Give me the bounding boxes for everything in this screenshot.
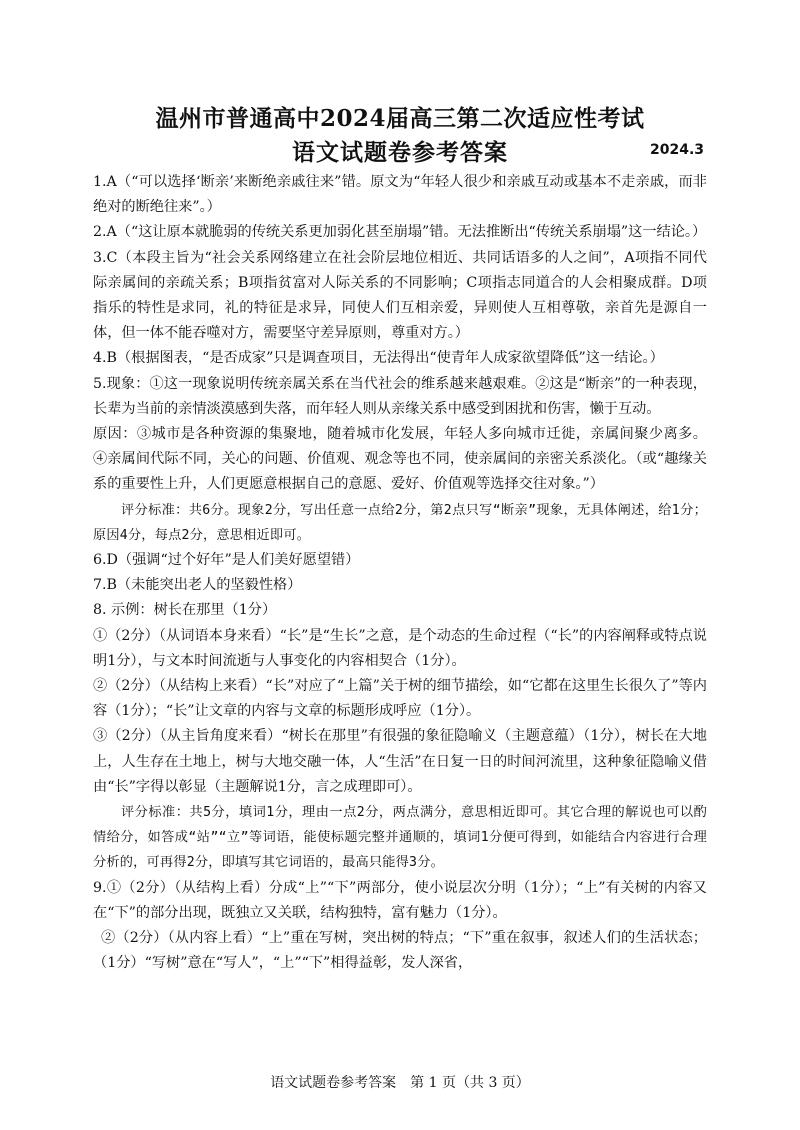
answer-q8-point3: ③（2分）（从主旨角度来看）“树长在那里”有很强的象征隐喻义（主题意蕴）（1分），树长在大地上，人生存在土地上，树与大地交融一体，人“生活”在日复一日的时间河流里，这种象征隐喻义借由“长”字得以彰显（主题解说1分，言之成理即可）。 (93, 728, 707, 795)
answer-q8-point2: ②（2分）（从结构上来看）“长”对应了“上篇”关于树的细节描绘，如“它都在这里生长很久了”等内容（1分）；“长”让文章的内容与文章的标题形成呼应（1分）。 (93, 678, 707, 720)
answer-q6: 6.D（强调“过个好年”是人们美好愿望错） (93, 552, 360, 569)
page-footer: 语文试题卷参考答案 第 1 页（共 3 页） (270, 1075, 530, 1091)
exam-date: 2024.3 (650, 142, 705, 158)
answer-q8-point1: ①（2分）（从词语本身来看）“长”是“生长”之意，是个动态的生命过程（“长”的内容阐释或特点说明1分），与文本时间流逝与人事变化的内容相契合（1分）。 (93, 627, 707, 669)
page-title: 温州市普通高中2024届高三第二次适应性考试 (155, 105, 645, 132)
answer-q9-point2: ②（2分）（从内容上看）“上”重在写树，突出树的特点；“下”重在叙事，叙述人们的生活状态；（1分）“写树”意在“写人”，“上”“下”相得益彰，发人深省， (93, 930, 707, 972)
page-subtitle: 语文试题卷参考答案 (292, 139, 508, 166)
answer-q9-point1: 9.①（2分）（从结构上看）分成“上”“下”两部分，使小说层次分明（1分）；“上”有关树的内容又在“下”的部分出现，既独立又关联，结构独特，富有魅力（1分）。 (93, 879, 707, 921)
answer-q7: 7.B（未能突出老人的坚毅性格） (93, 577, 302, 594)
answer-q2: 2.A（“这让原本就脆弱的传统关系更加弱化甚至崩塌”错。无法推断出“传统关系崩塌”这一结论。） (93, 224, 707, 241)
answer-body (93, 170, 707, 977)
answer-q4: 4.B（根据图表，“是否成家”只是调查项目，无法得出“使青年人成家欲望降低”这一结论。） (93, 350, 664, 367)
answer-q8-intro: 8. 示例：树长在那里（1分） (93, 602, 277, 619)
answer-q3: 3.C（本段主旨为“社会关系网络建立在社会阶层地位相近、共同话语多的人之间”，A项指不同代际亲属间的亲疏关系；B项指贫富对人际关系的不同影响；C项指志同道合的人会相聚成群。D项指乐的特性是求同，礼的特征是求异，同使人们互相亲爱，异则使人互相尊敬，亲首先是源自一体，但一体不能吞噬对方，需要坚守差异原则，尊重对方。） (93, 249, 707, 342)
answer-q1: 1.A（“可以选择‘断亲’来断绝亲戚往来”错。原文为“年轻人很少和亲戚互动或基本不走亲戚，而非绝对的断绝往来”。） (93, 174, 707, 216)
answer-q5-phenomenon: 5.现象：①这一现象说明传统亲属关系在当代社会的维系越来越艰难。②这是“断亲”的一种表现，长辈为当前的亲情淡漠感到失落，而年轻人则从亲缘关系中感受到困扰和伤害，懒于互动。 (93, 375, 707, 417)
answer-q5-scoring: 评分标准：共6分。现象2分，写出任意一点给2分，第2点只写“断亲”现象，无具体阐述，给1分；原因4分，每点2分，意思相近即可。 (93, 502, 707, 543)
answer-q8-scoring: 评分标准：共5分，填词1分，理由一点2分，两点满分，意思相近即可。其它合理的解说也可以酌情给分，如答成“站”“立”等词语，能使标题完整并通顺的，填词1分便可得到，如能结合内容进行合理分析的，可再得2分，即填写其它词语的，最高只能得3分。 (93, 805, 707, 871)
answer-q5-reason: 原因：③城市是各种资源的集聚地，随着城市化发展，年轻人多向城市迁徙，亲属间聚少离多。 ④亲属间代际不同，关心的问题、价值观、观念等也不同，使亲属间的亲密关系淡化。（或“趣缘关系的重要性上升，人们更愿意根据自己的意愿、爱好、价值观等选择交往对象。”） (93, 426, 707, 493)
